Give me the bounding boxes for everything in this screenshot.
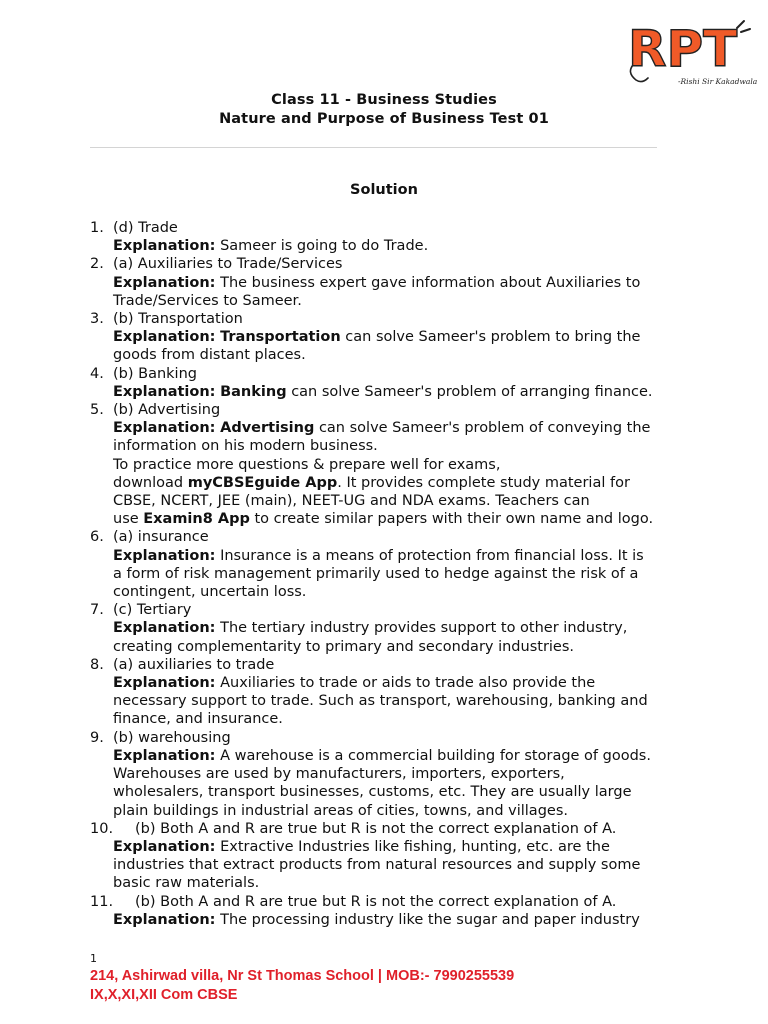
explanation-text: basic raw materials. <box>113 875 260 892</box>
promo-text: download <box>113 474 188 491</box>
answer-choice: (a) Auxiliaries to Trade/Services <box>113 256 343 273</box>
answer-item-11 <box>90 893 690 929</box>
explanation-text: creating complementarity to primary and secondary industries. <box>113 638 575 655</box>
document-title: Class 11 - Business Studies <box>271 92 497 108</box>
header-divider <box>90 147 657 148</box>
document-subtitle: Nature and Purpose of Business Test 01 <box>219 111 549 127</box>
answer-choice: (a) auxiliaries to trade <box>113 656 275 673</box>
answer-number: 4. <box>90 365 104 382</box>
explanation-label: Explanation: <box>113 620 216 637</box>
explanation-text: goods from distant places. <box>113 347 306 364</box>
explanation-text: contingent, uncertain loss. <box>113 584 307 601</box>
answer-number: 1. <box>90 220 104 236</box>
answer-number: 9. <box>90 729 104 746</box>
footer-classes: IX,X,XI,XII Com CBSE <box>90 987 238 1003</box>
explanation-label: Explanation: <box>113 675 216 692</box>
explanation-label: Explanation: <box>113 838 216 855</box>
section-title: Solution <box>350 182 418 198</box>
explanation-keyword: Banking <box>220 383 287 400</box>
answer-number: 8. <box>90 656 104 673</box>
answer-item-2 <box>90 255 690 310</box>
answer-choice: (b) Advertising <box>113 402 221 419</box>
explanation-text: Sameer is going to do Trade. <box>220 238 429 255</box>
promo-text: To practice more questions & prepare well for exams, <box>113 456 501 473</box>
footer-address: 214, Ashirwad villa, Nr St Thomas School | MOB:- 7990255539 <box>90 968 515 984</box>
answer-choice: (a) insurance <box>113 529 209 546</box>
answer-item-9 <box>90 729 690 820</box>
explanation-label: Explanation: <box>113 383 216 400</box>
explanation-text: can solve Sameer's problem of conveying the <box>318 420 651 437</box>
answer-item-3 <box>90 310 690 365</box>
examin8-app-name: Examin8 App <box>143 511 250 528</box>
rpt-logo-graphic <box>620 12 760 94</box>
answer-choice: (b) warehousing <box>113 729 231 746</box>
rpt-logo-text: RPT <box>628 20 738 78</box>
answer-choice: (b) Both A and R are true but R is not the correct explanation of A. <box>135 820 617 837</box>
explanation-label: Explanation: <box>113 274 216 291</box>
explanation-label: Explanation: <box>113 911 216 928</box>
promo-text: to create similar papers with their own name and logo. <box>249 511 654 528</box>
rpt-logo-tagline: -Rishi Sir Kakadwala <box>678 77 758 86</box>
answer-item-7 <box>90 601 690 656</box>
explanation-text: necessary support to trade. Such as transport, warehousing, banking and <box>113 693 648 710</box>
answer-item-4 <box>90 365 690 401</box>
answer-number: 2. <box>90 256 104 273</box>
explanation-label: Explanation: <box>113 747 216 764</box>
answer-number: 3. <box>90 311 104 328</box>
explanation-label: Explanation: <box>113 238 216 255</box>
promo-text: use <box>113 511 144 528</box>
explanation-text: Warehouses are used by manufacturers, importers, exporters, <box>113 766 565 783</box>
mycbseguide-app-name: myCBSEguide App <box>187 474 338 491</box>
answer-number: 11. <box>90 893 114 910</box>
answer-item-6 <box>90 528 690 601</box>
answer-choice: (d) Trade <box>113 220 178 236</box>
promo-text: CBSE, NCERT, JEE (main), NEET-UG and NDA exams. Teachers can <box>113 493 590 510</box>
explanation-text: The processing industry like the sugar and paper industry <box>220 911 640 928</box>
answer-choice: (c) Tertiary <box>113 602 192 619</box>
explanation-text: information on his modern business. <box>113 438 378 455</box>
explanation-label: Explanation: <box>113 329 216 346</box>
explanation-text: industries that extract products from natural resources and supply some <box>113 857 641 874</box>
explanation-text: can solve Sameer's problem of arranging finance. <box>291 383 653 400</box>
answer-number: 5. <box>90 402 104 419</box>
explanation-text: Auxiliaries to trade or aids to trade also provide the <box>220 675 596 692</box>
page-number: 1 <box>90 952 97 965</box>
answer-choice: (b) Both A and R are true but R is not the correct explanation of A. <box>135 893 617 910</box>
explanation-text: finance, and insurance. <box>113 711 283 728</box>
explanation-keyword: Transportation <box>220 329 341 346</box>
explanation-text: The tertiary industry provides support to other industry, <box>220 620 628 637</box>
explanation-label: Explanation: <box>113 420 216 437</box>
answer-item-10 <box>90 820 690 893</box>
answer-item-5 <box>90 401 690 528</box>
answer-item-8 <box>90 656 690 729</box>
explanation-keyword: Advertising <box>220 420 315 437</box>
explanation-text: plain buildings in industrial areas of cities, towns, and villages. <box>113 802 568 819</box>
answer-choice: (b) Banking <box>113 365 197 382</box>
answer-number: 7. <box>90 602 104 619</box>
explanation-text: can solve Sameer's problem to bring the <box>345 329 641 346</box>
explanation-label: Explanation: <box>113 547 216 564</box>
explanation-text: Extractive Industries like fishing, hunting, etc. are the <box>220 838 610 855</box>
explanation-text: Insurance is a means of protection from financial loss. It is <box>220 547 644 564</box>
explanation-text: A warehouse is a commercial building for storage of goods. <box>220 747 651 764</box>
explanation-text: Trade/Services to Sameer. <box>113 292 302 309</box>
answer-number: 6. <box>90 529 104 546</box>
answer-choice: (b) Transportation <box>113 311 243 328</box>
answer-number: 10. <box>90 820 114 837</box>
promo-text: . It provides complete study material for <box>337 474 630 491</box>
explanation-text: wholesalers, transport businesses, customs, etc. They are usually large <box>113 784 632 801</box>
answer-list <box>90 219 690 929</box>
rpt-logo <box>620 12 760 94</box>
explanation-text: The business expert gave information about Auxiliaries to <box>220 274 641 291</box>
answer-item-1 <box>90 219 690 255</box>
explanation-text: a form of risk management primarily used to hedge against the risk of a <box>113 565 639 582</box>
